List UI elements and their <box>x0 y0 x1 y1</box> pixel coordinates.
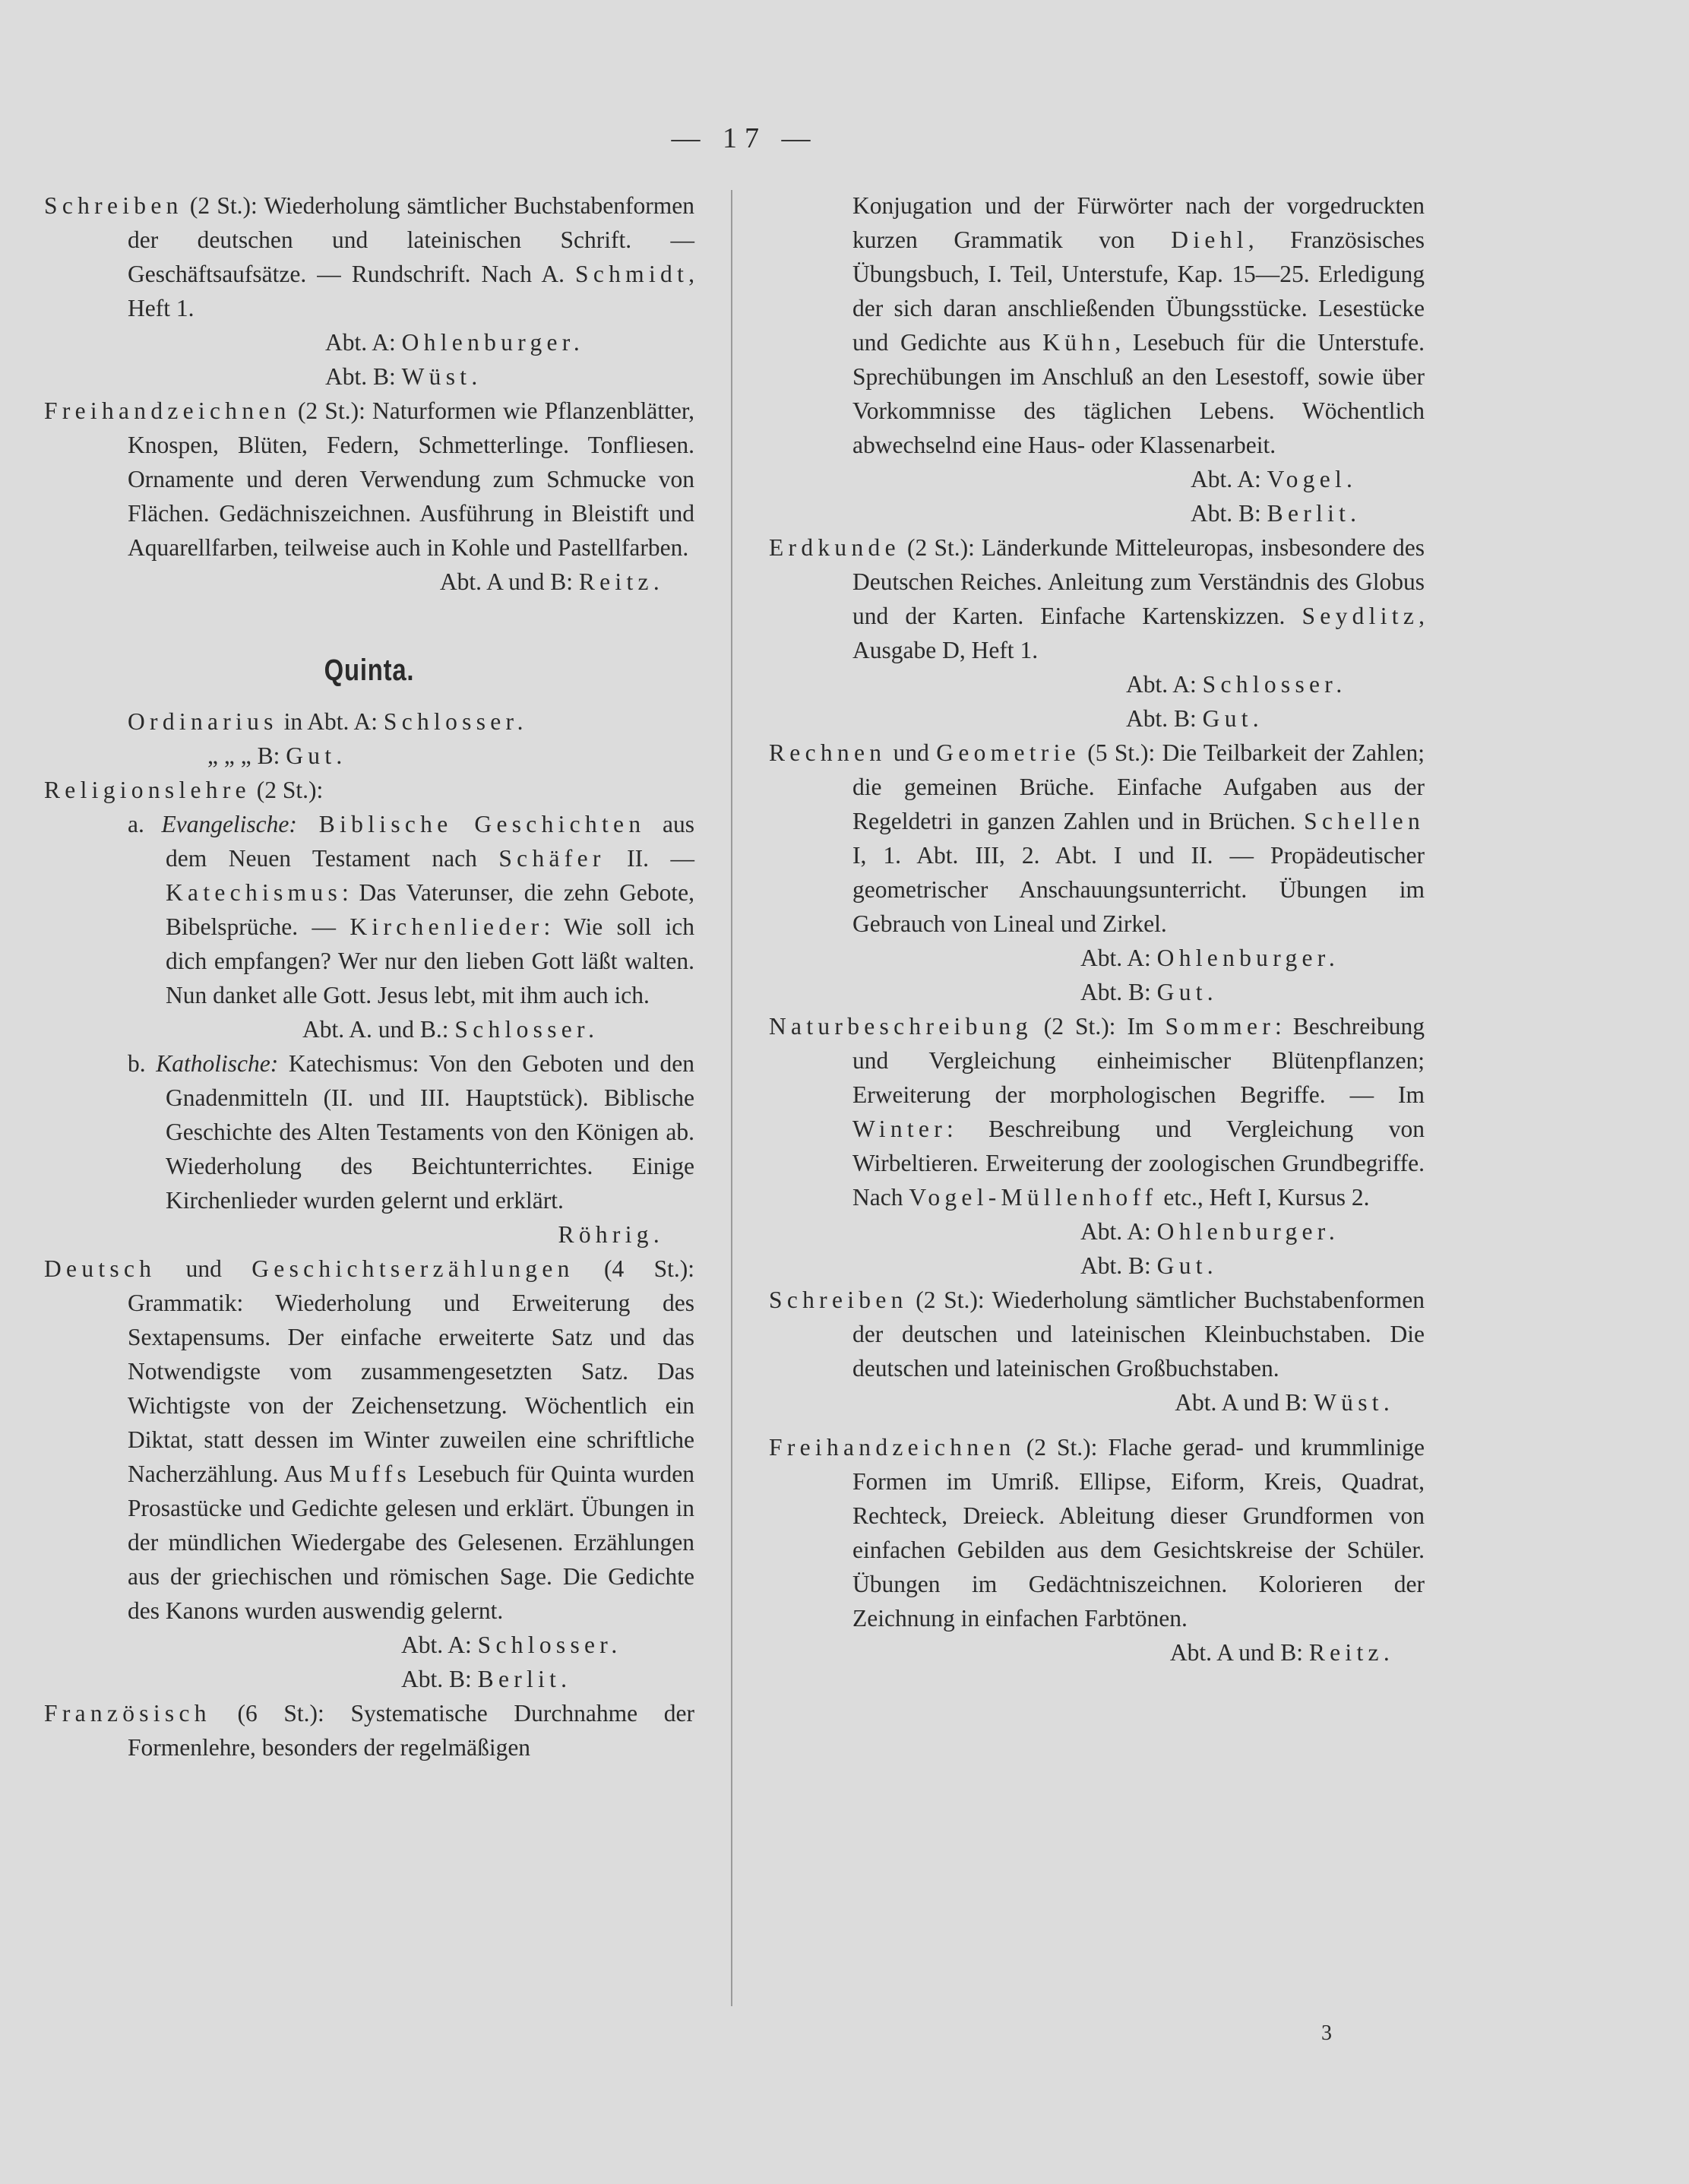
signature: Abt. A und B: Reitz. <box>1169 1639 1394 1666</box>
signature: Abt. A: Schlosser. <box>401 1632 622 1658</box>
spacer <box>769 1420 1425 1430</box>
ordinarius-b: „ „ „ B: Gut. <box>207 742 347 769</box>
sheet-mark: 3 <box>1321 2021 1332 2045</box>
entry-religion: Religionslehre (2 St.): <box>44 777 324 803</box>
entry-deutsch: Deutsch und Geschichtserzählungen (4 St.): Grammatik: Wiederholung und Erweiterung des Sextapensums. Der einfache erweiterte Satz und das Notwendigste vom zusammengesetzten Satz. Das Wichtigste von der Zeichensetzung. Wöchentlich ein Diktat, statt dessen im Winter zuweilen eine schriftliche Nacherzählung. Aus Muffs Lesebuch für Quinta wurden Prosastücke und Gedichte gelesen und erklärt. Übungen in der mündlichen Wiedergabe des Gelesenen. Erzählungen aus der griechischen und römischen Sage. Die Gedichte des Kanons wurden auswendig gelernt. <box>44 1255 694 1624</box>
signature: Abt. A: Ohlenburger. <box>1080 1218 1340 1245</box>
signature: Röhrig. <box>558 1221 664 1248</box>
signature: Abt. A: Schlosser. <box>1126 671 1347 698</box>
entry-naturbeschreibung: Naturbeschreibung (2 St.): Im Sommer: Beschreibung und Vergleichung einheimischer Blütenpflanzen; Erweiterung der morphologischen Begriffe. — Im Winter: Beschreibung und Vergleichung von Wirbeltieren. Erweiterung der zoologischen Grundbegriffe. Nach Vogel-Müllenhoff etc., Heft I, Kursus 2. <box>769 1013 1425 1211</box>
signature: Abt. A: Vogel. <box>1191 466 1358 492</box>
column-divider <box>731 190 732 2006</box>
signature: Abt. B: Wüst. <box>325 363 482 390</box>
signature: Abt. B: Gut. <box>1126 705 1264 732</box>
entry-schreiben: Schreiben (2 St.): Wiederholung sämtlicher Buchstabenformen der deutschen und lateinischen Schrift. — Geschäftsaufsätze. — Rundschrift. Nach A. Schmidt, Heft 1. <box>44 192 694 321</box>
signature: Abt. A. und B.: Schlosser. <box>302 1016 599 1043</box>
section-title: Quinta. <box>324 654 415 687</box>
entry-franzoesisch-cont: Konjugation und der Fürwörter nach der vorgedruckten kurzen Grammatik von Diehl, Französisches Übungsbuch, I. Teil, Unterstufe, Kap. 15—25. Erledigung der sich daran anschließenden Übungsstücke. Lesestücke und Gedichte aus Kühn, Lesebuch für die Unterstufe. Sprechübungen im Anschluß an den Lesestoff, sowie über Vorkommnisse des täglichen Lebens. Wöchentlich abwechselnd eine Haus- oder Klassenarbeit. <box>852 192 1425 458</box>
left-column <box>44 188 694 1765</box>
right-column <box>769 188 1425 1670</box>
signature: Abt. A: Ohlenburger. <box>1080 945 1340 971</box>
page-number: — 17 — <box>671 122 818 154</box>
entry-schreiben-quinta: Schreiben (2 St.): Wiederholung sämtlicher Buchstabenformen der deutschen und lateinischen Kleinbuchstaben. Die deutschen und lateinischen Großbuchstaben. <box>769 1287 1425 1382</box>
religion-katholisch: b. Katholische: Katechismus: Von den Geboten und den Gnadenmitteln (II. und III. Hauptstück). Biblische Geschichte des Alten Testaments von den Königen ab. Wiederholung des Beichtunterrichtes. Einige Kirchenlieder wurden gelernt und erklärt. <box>128 1050 694 1214</box>
entry-franzoesisch: Französisch (6 St.): Systematische Durchnahme der Formenlehre, besonders der regelmäßigen <box>44 1700 694 1761</box>
signature: Abt. A und B: Wüst. <box>1175 1389 1394 1416</box>
entry-freihandzeichnen: Freihandzeichnen (2 St.): Naturformen wie Pflanzenblätter, Knospen, Blüten, Federn, Schmetterlinge. Tonfliesen. Ornamente und deren Verwendung zum Schmucke von Flächen. Gedächniszeichnen. Ausführung in Bleistift und Aquarellfarben, teilweise auch in Kohle und Pastellfarben. <box>44 397 694 561</box>
signature: Abt. B: Gut. <box>1080 979 1218 1005</box>
entry-erdkunde: Erdkunde (2 St.): Länderkunde Mitteleuropas, insbesondere des Deutschen Reiches. Anleitung zum Verständnis des Globus und der Karten. Einfache Kartenskizzen. Seydlitz, Ausgabe D, Heft 1. <box>769 534 1425 663</box>
entry-rechnen: Rechnen und Geometrie (5 St.): Die Teilbarkeit der Zahlen; die gemeinen Brüche. Einfache Aufgaben aus der Regeldetri in ganzen Zahlen und in Brüchen. Schellen I, 1. Abt. III, 2. Abt. I und II. — Propädeutischer geometrischer Anschauungsunterricht. Übungen im Gebrauch von Lineal und Zirkel. <box>769 739 1425 937</box>
signature: Abt. B: Berlit. <box>1191 500 1362 527</box>
entry-freihandzeichnen-quinta: Freihandzeichnen (2 St.): Flache gerad- und krummlinige Formen im Umriß. Ellipse, Eiform, Kreis, Quadrat, Rechteck, Dreieck. Ableitung dieser Grundformen von einfachen Gebilden aus dem Gesichtskreise der Schüler. Übungen im Gedächtniszeichnen. Kolorieren der Zeichnung in einfachen Farbtönen. <box>769 1434 1425 1632</box>
religion-evangelisch: a. Evangelische: Biblische Geschichten aus dem Neuen Testament nach Schäfer II. — Katechismus: Das Vaterunser, die zehn Gebote, Bibelsprüche. — Kirchenlieder: Wie soll ich dich empfangen? Wer nur den lieben Gott läßt walten. Nun danket alle Gott. Jesus lebt, mit ihm auch ich. <box>128 811 694 1008</box>
signature: Abt. A und B: Reitz. <box>439 568 664 595</box>
signature: Abt. B: Berlit. <box>401 1666 572 1692</box>
ordinarius-a: Ordinarius in Abt. A: Schlosser. <box>128 708 528 735</box>
signature: Abt. A: Ohlenburger. <box>325 329 585 356</box>
signature: Abt. B: Gut. <box>1080 1252 1218 1279</box>
